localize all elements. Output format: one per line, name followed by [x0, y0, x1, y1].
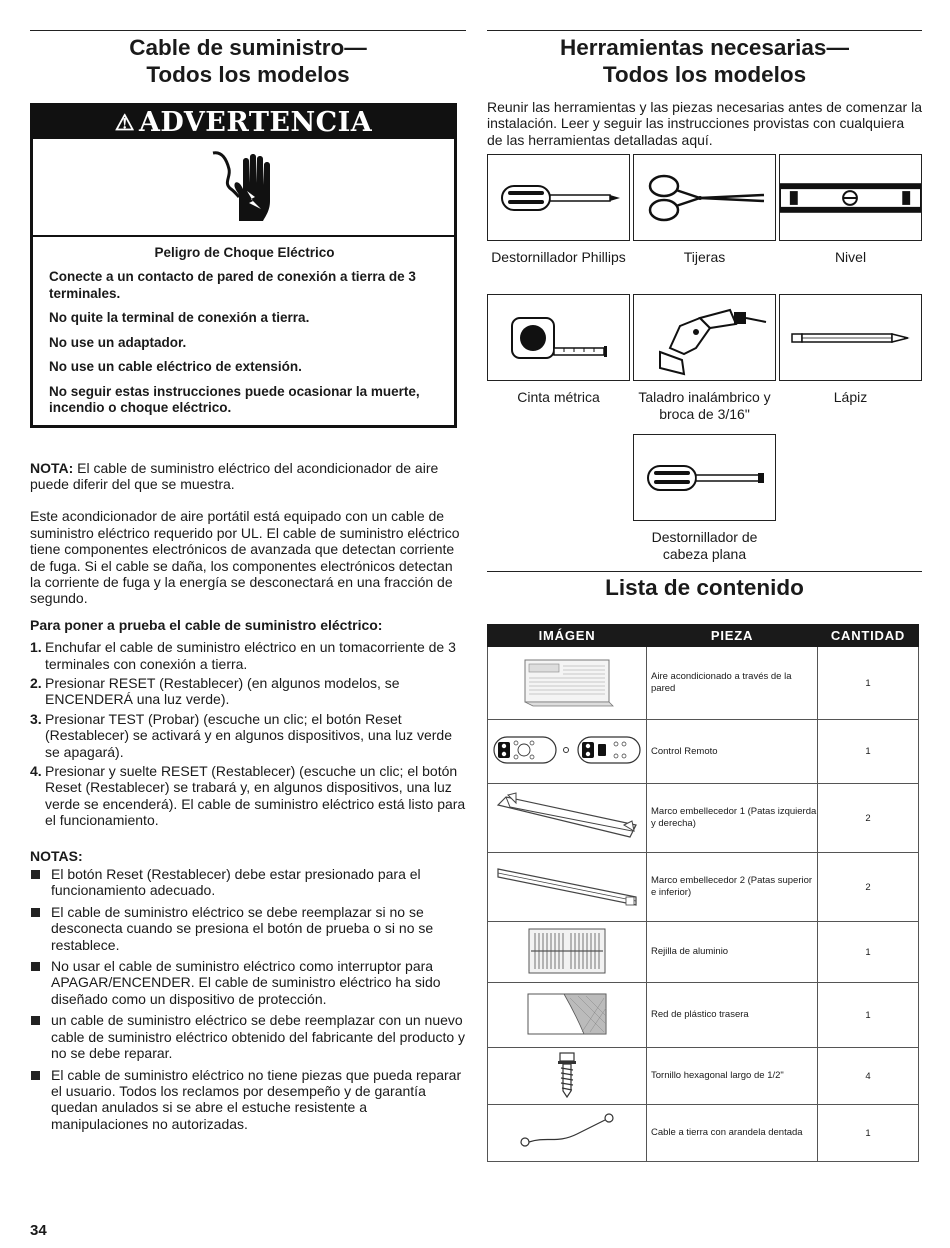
- bullet-square-icon: [31, 1071, 40, 1080]
- tool-item: [487, 294, 630, 434]
- column-header: PIEZA: [647, 625, 818, 647]
- remote-control-icon: [488, 720, 647, 784]
- air-conditioner-icon: [488, 647, 647, 720]
- nota-paragraph: [30, 460, 466, 493]
- tools-row: [487, 294, 922, 434]
- tool-label: Destornillador Phillips: [491, 249, 626, 266]
- table-row: [488, 647, 919, 720]
- table-row: [488, 784, 919, 853]
- tool-label: Tijeras: [683, 249, 726, 266]
- piece-quantity: 1: [818, 922, 919, 983]
- warning-line: Conecte a un contacto de pared de conexión a tierra de 3 terminales.: [49, 269, 416, 301]
- title-line-2: Todos los modelos: [146, 62, 350, 87]
- piece-name: Control Remoto: [647, 720, 818, 784]
- warning-line: No quite la terminal de conexión a tierra.: [49, 310, 310, 325]
- tool-item: [633, 434, 776, 574]
- piece-name: Red de plástico trasera: [647, 983, 818, 1048]
- level-icon: [779, 154, 922, 241]
- note-text: El botón Reset (Restablecer) debe estar presionado para el funcionamiento adecuado.: [51, 866, 421, 899]
- tool-item: [779, 154, 922, 294]
- warning-triangle-icon: ⚠: [114, 109, 135, 136]
- electric-shock-hand-icon: [33, 139, 454, 237]
- contents-title: Lista de contenido: [605, 575, 804, 601]
- piece-quantity: 1: [818, 720, 919, 784]
- tool-item: [633, 154, 776, 294]
- piece-quantity: 1: [818, 647, 919, 720]
- note-text: No usar el cable de suministro eléctrico como interruptor para APAGAR/ENCENDER. El cable de suministro eléctrico ha sido diseñado como un dispositivo de protección.: [51, 958, 441, 1007]
- step-text: Enchufar el cable de suministro eléctrico en un tomacorriente de 3 terminales con conexión a tierra.: [45, 639, 456, 672]
- table-row: [488, 983, 919, 1048]
- tape-measure-icon: [487, 294, 630, 381]
- contents-table: [487, 624, 919, 1162]
- piece-name: Marco embellecedor 1 (Patas izquierda y derecha): [647, 784, 818, 853]
- piece-name: Marco embellecedor 2 (Patas superior e inferior): [647, 853, 818, 922]
- warning-line: No use un cable eléctrico de extensión.: [49, 359, 302, 374]
- tools-intro: Reunir las herramientas y las piezas necesarias antes de comenzar la instalación. Leer y seguir las instrucciones provistas con cualquiera de las herramientas detalladas aquí.: [487, 99, 922, 148]
- tool-item: [779, 294, 922, 434]
- flat-screwdriver-icon: [633, 434, 776, 521]
- table-header-row: [488, 625, 919, 647]
- piece-name: Tornillo hexagonal largo de 1/2": [647, 1048, 818, 1105]
- warning-header-text: ADVERTENCIA: [138, 107, 373, 138]
- nota-text: El cable de suministro eléctrico del acondicionador de aire puede diferir del que se muestra.: [30, 459, 439, 492]
- cordless-drill-icon: [633, 294, 776, 381]
- tools-grid: [487, 154, 922, 574]
- body-paragraph: Este acondicionador de aire portátil está equipado con un cable de suministro eléctrico requerido por UL. El cable de suministro eléctrico tiene componentes electrónicos de avanzada que detectan corriente de fuga. Si el cable se daña, los componentes electrónicos detectan la corriente de fuga y la energía se desconectará en una fracción de segundo.: [30, 508, 460, 607]
- table-row: [488, 1105, 919, 1162]
- note-item: [30, 904, 466, 953]
- title-line-2: Todos los modelos: [602, 62, 807, 87]
- step-text: Presionar y suelte RESET (Restablecer) (escuche un clic; el botón Reset (Restablecer) se trabará y, en algunos dispositivos, una luz verde se encenderá). El cable de suministro eléctrico está listo para el funcionamiento.: [45, 763, 466, 829]
- tool-label: Nivel: [834, 249, 867, 266]
- note-item: [30, 1012, 466, 1061]
- title-line-1: Cable de suministro—: [129, 35, 367, 60]
- table-row: [488, 853, 919, 922]
- column-header: IMÁGEN: [488, 625, 647, 647]
- warning-header: [33, 106, 454, 139]
- piece-name: Aire acondicionado a través de la pared: [647, 647, 818, 720]
- tools-row: [487, 434, 922, 574]
- piece-quantity: 1: [818, 983, 919, 1048]
- notes-list: [30, 866, 466, 1132]
- tool-item: [633, 294, 776, 434]
- piece-quantity: 1: [818, 1105, 919, 1162]
- table-row: [488, 1048, 919, 1105]
- step-number: 3.: [30, 710, 42, 727]
- aluminum-grille-icon: [488, 922, 647, 983]
- tool-label: Taladro inalámbrico y broca de 3/16": [638, 389, 771, 423]
- bullet-square-icon: [31, 1016, 40, 1025]
- piece-quantity: 2: [818, 853, 919, 922]
- notas-heading: NOTAS:: [30, 847, 83, 864]
- piece-quantity: 2: [818, 784, 919, 853]
- left-column: [30, 30, 466, 1137]
- step-text: Presionar RESET (Restablecer) (en algunos modelos, se ENCENDERÁ una luz verde).: [45, 674, 400, 708]
- step-number: 1.: [30, 639, 42, 656]
- note-item: [30, 958, 466, 1007]
- tools-row: [487, 154, 922, 294]
- bullet-square-icon: [31, 962, 40, 971]
- step-item: [30, 639, 466, 672]
- column-header: CANTIDAD: [818, 625, 919, 647]
- warning-line: No seguir estas instrucciones puede ocasionar la muerte, incendio o choque eléctrico.: [49, 383, 420, 415]
- tool-label: Destornillador de cabeza plana: [651, 529, 758, 563]
- note-text: El cable de suministro eléctrico se debe reemplazar si no se desconecta cuando se presiona el botón de prueba o si no se restablece.: [51, 903, 434, 953]
- step-number: 4.: [30, 763, 42, 779]
- phillips-screwdriver-icon: [487, 154, 630, 241]
- piece-name: Rejilla de aluminio: [647, 922, 818, 983]
- trim-frame-1-icon: [488, 784, 647, 853]
- tool-item: [487, 154, 630, 294]
- piece-quantity: 4: [818, 1048, 919, 1105]
- step-item: [30, 675, 466, 708]
- table-row: [488, 922, 919, 983]
- note-item: [30, 1067, 466, 1133]
- plastic-mesh-icon: [488, 983, 647, 1048]
- step-item: [30, 763, 466, 829]
- step-item: [30, 711, 466, 760]
- power-cord-title: [30, 34, 466, 88]
- ground-cable-icon: [488, 1105, 647, 1162]
- step-text: Presionar TEST (Probar) (escuche un clic; el botón Reset (Restablecer) se activará y en algunos dispositivos, una luz verde se apagará).: [45, 710, 452, 760]
- section-rule: [487, 30, 922, 31]
- nota-label: NOTA:: [30, 459, 74, 476]
- section-rule: [30, 30, 466, 31]
- bullet-square-icon: [31, 908, 40, 917]
- trim-frame-2-icon: [488, 853, 647, 922]
- title-line-1: Herramientas necesarias—: [560, 35, 849, 60]
- bullet-square-icon: [31, 870, 40, 879]
- right-column: [487, 30, 922, 1162]
- note-item: [30, 866, 466, 899]
- test-heading: Para poner a prueba el cable de suministro eléctrico:: [30, 616, 383, 633]
- tool-label: Lápiz: [833, 389, 868, 406]
- test-steps: [30, 639, 466, 828]
- note-text: El cable de suministro eléctrico no tiene piezas que pueda reparar el usuario. Todos los reclamos por desempeño y de garantía quedan anulados si se abre el estuche resistente a manipulaciones no autorizadas.: [51, 1066, 462, 1132]
- warning-title: Peligro de Choque Eléctrico: [154, 245, 335, 260]
- warning-box: [30, 103, 457, 428]
- scissors-icon: [633, 154, 776, 241]
- pencil-icon: [779, 294, 922, 381]
- warning-body: [33, 237, 454, 425]
- hex-screw-icon: [488, 1048, 647, 1105]
- warning-line: No use un adaptador.: [49, 334, 187, 350]
- tools-title: [487, 34, 922, 88]
- table-row: [488, 720, 919, 784]
- piece-name: Cable a tierra con arandela dentada: [647, 1105, 818, 1162]
- page-number: 34: [30, 1222, 47, 1239]
- tool-label: Cinta métrica: [517, 389, 600, 406]
- step-number: 2.: [30, 674, 42, 691]
- note-text: un cable de suministro eléctrico se debe reemplazar con un nuevo cable de suministro eléctrico obtenido del fabricante del producto y no se debe reparar.: [51, 1012, 466, 1062]
